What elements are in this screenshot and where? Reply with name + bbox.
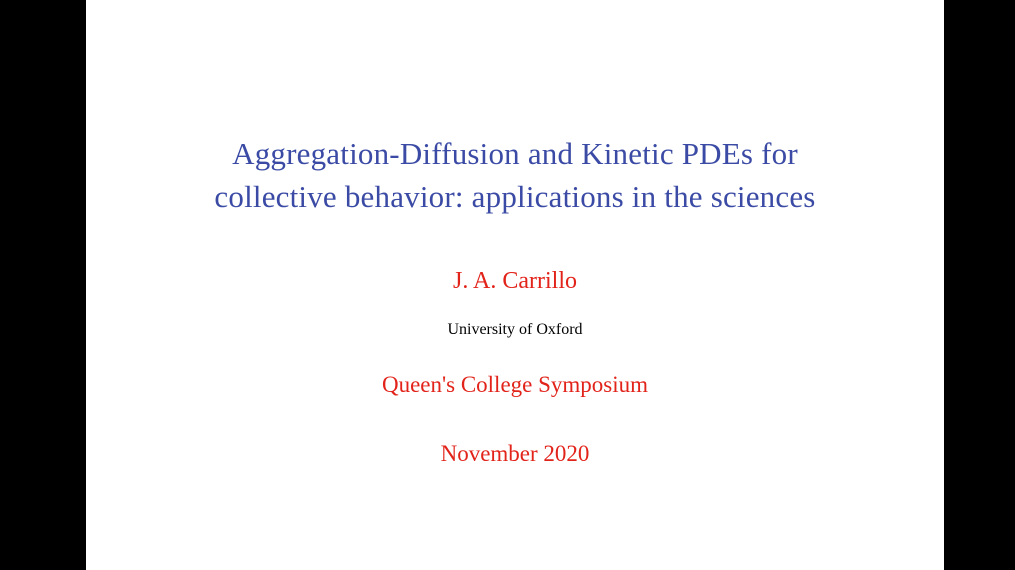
slide-page — [86, 0, 944, 570]
slide-affiliation: University of Oxford — [447, 321, 583, 338]
slide-content — [86, 0, 944, 570]
slide-event: Queen's College Symposium — [381, 372, 649, 397]
slide-title-line-1: Aggregation-Diffusion and Kinetic PDEs for — [232, 136, 798, 171]
slide-date: November 2020 — [440, 441, 590, 466]
slide-author: J. A. Carrillo — [453, 268, 577, 294]
slide-title-line-2: collective behavior: applications in the sciences — [214, 179, 816, 214]
letterbox-right — [944, 0, 1015, 570]
slide-title — [155, 132, 875, 218]
letterbox-left — [0, 0, 86, 570]
